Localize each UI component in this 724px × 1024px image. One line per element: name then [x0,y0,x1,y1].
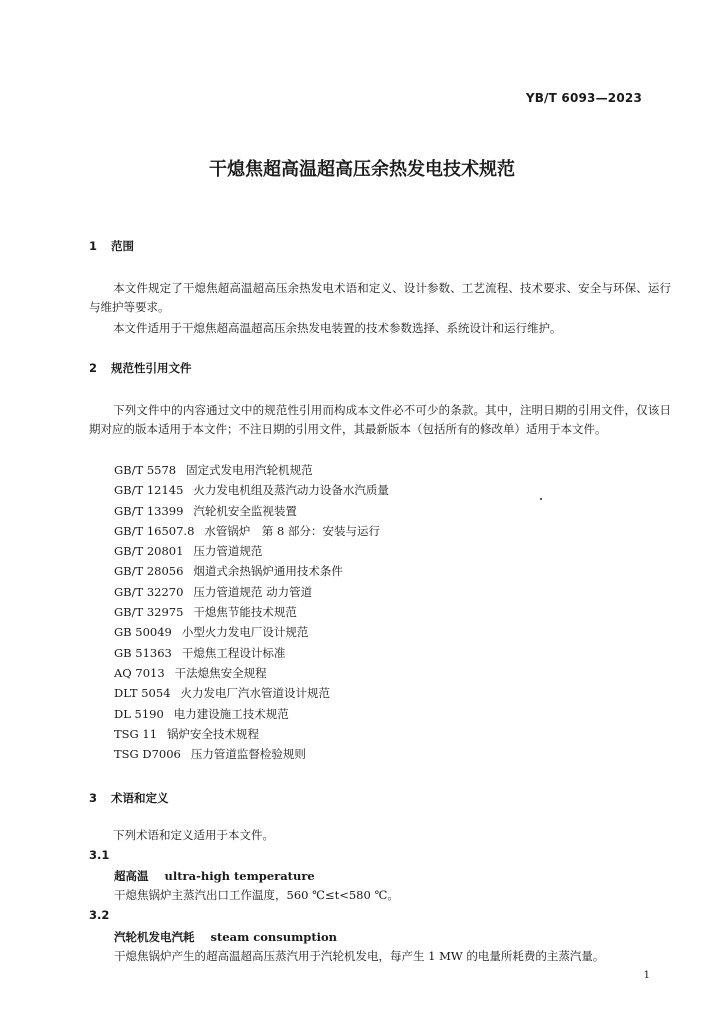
document-title: 干熄焦超高温超高压余热发电技术规范 [209,159,515,180]
reference-name: 电力建设施工技术规范 [173,706,289,721]
paragraph-text: 下列文件中的内容通过文中的规范性引用而构成本文件必不可少的条款。其中，注明日期的引用文件，仅该日期对应的版本适用于本文件；不注日期的引用文件，其最新版本（包括所有的修改单）适用于本文件。 [89,403,671,436]
scan-speck [540,498,542,500]
reference-item [114,683,389,703]
reference-code: GB 50049 [114,625,172,640]
term-number-3-1: 3.1 [89,848,110,862]
reference-item [114,460,389,480]
section-title: 规范性引用文件 [111,361,192,375]
term-english: ultra-high temperature [164,869,315,883]
reference-item [114,480,389,500]
section-3-heading [89,790,169,806]
section-3-intro [89,826,671,845]
reference-code: GB 51363 [114,645,172,660]
term-number-3-2: 3.2 [89,908,110,922]
section-number: 3 [89,791,98,805]
reference-item [114,541,389,561]
reference-code: GB/T 32270 [114,584,184,599]
term-3-2 [114,929,337,945]
section-title: 范围 [111,239,135,253]
reference-name: 水管锅炉 第 8 部分：安装与运行 [204,523,381,538]
normative-references-list [114,460,389,764]
section-1-paragraph-2 [89,319,671,338]
section-2-intro [89,401,671,439]
reference-item [114,622,389,642]
reference-name: 汽轮机安全监视装置 [193,503,297,518]
reference-name: 固定式发电用汽轮机规范 [186,463,313,477]
section-1-heading [89,238,134,254]
reference-code: GB/T 32975 [114,605,184,620]
term-3-1-definition: 干熄焦锅炉主蒸汽出口工作温度，560 ℃≤t<580 ℃。 [114,888,399,902]
reference-name: 干熄焦工程设计标准 [181,645,286,660]
reference-item [114,724,389,744]
section-title: 术语和定义 [111,791,169,805]
reference-code: DL 5190 [114,706,164,721]
reference-item [114,561,389,581]
reference-code: TSG D7006 [114,747,181,762]
reference-name: 火力发电厂汽水管道设计规范 [180,686,331,701]
reference-name: 烟道式余热锅炉通用技术条件 [193,564,343,579]
reference-item [114,602,389,622]
reference-item [114,582,389,602]
section-1-paragraph-1 [89,279,671,317]
reference-item [114,744,389,764]
reference-code: GB/T 16507.8 [114,523,195,538]
reference-code: GB/T 5578 [114,463,177,477]
reference-name: 压力管道规范 动力管道 [193,584,313,599]
standard-code: YB/T 6093—2023 [525,91,642,105]
reference-name: 压力管道规范 [193,544,263,559]
reference-code: GB/T 28056 [114,564,184,579]
reference-item [114,521,389,541]
term-chinese: 超高温 [114,869,149,883]
section-number: 2 [89,361,98,375]
section-number: 1 [89,239,98,253]
term-chinese: 汽轮机发电汽耗 [114,930,195,944]
reference-name: 火力发电机组及蒸汽动力设备水汽质量 [193,483,389,498]
reference-name: 干法熄焦安全规程 [174,665,267,680]
reference-name: 压力管道监督检验规则 [190,747,306,762]
paragraph-text: 本文件规定了干熄焦超高温超高压余热发电术语和定义、设计参数、工艺流程、技术要求、安全与环保、运行与维护等要求。 [89,281,671,314]
reference-name: 干熄焦节能技术规范 [193,605,297,620]
reference-name: 小型火力发电厂设计规范 [181,625,309,640]
reference-code: TSG 11 [114,726,158,741]
paragraph-text: 本文件适用于干熄焦超高温超高压余热发电装置的技术参数选择、系统设计和运行维护。 [113,321,562,335]
reference-item [114,643,389,663]
reference-code: DLT 5054 [114,686,171,701]
paragraph-text: 下列术语和定义适用于本文件。 [113,828,274,842]
section-2-heading [89,360,192,376]
reference-code: GB/T 13399 [114,503,184,518]
reference-code: AQ 7013 [114,665,165,680]
reference-item [114,501,389,521]
term-3-1 [114,868,315,884]
reference-item [114,704,389,724]
term-3-2-definition: 干熄焦锅炉产生的超高温超高压蒸汽用于汽轮机发电，每产生 1 MW 的电量所耗费的主蒸汽量。 [114,949,605,963]
reference-item [114,663,389,683]
page-number: 1 [643,970,650,981]
reference-code: GB/T 20801 [114,544,184,559]
reference-code: GB/T 12145 [114,483,184,498]
reference-name: 锅炉安全技术规程 [167,726,260,741]
term-english: steam consumption [210,930,338,944]
